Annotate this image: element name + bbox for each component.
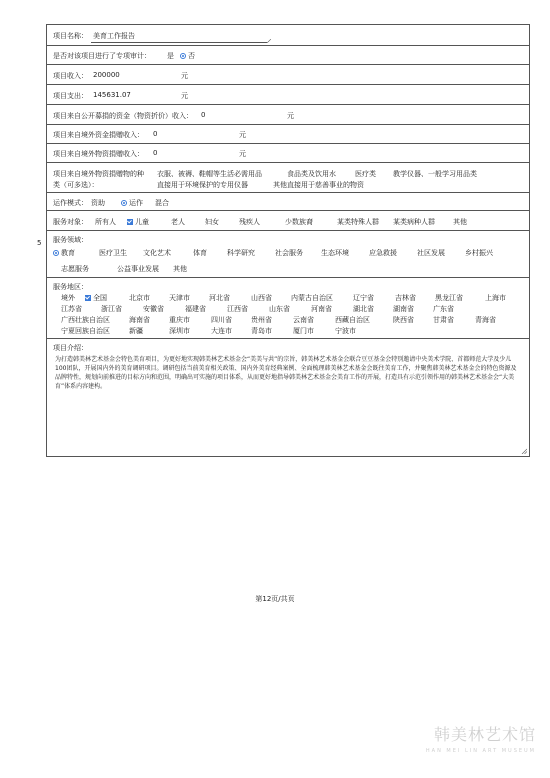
area-option[interactable]: 江西省	[227, 305, 248, 313]
public-funds-unit: 元	[287, 112, 294, 120]
row-public-funds	[47, 105, 529, 125]
area-option-text: 全国	[93, 294, 107, 302]
report-form	[46, 24, 530, 457]
service-target-option[interactable]: 残疾人	[239, 218, 260, 226]
overseas-goods-value[interactable]: 0	[153, 149, 158, 157]
goods-option[interactable]: 食品类及饮用水	[287, 170, 336, 178]
area-option[interactable]: 大连市	[211, 327, 232, 335]
service-field-option[interactable]: 文化艺术	[143, 249, 171, 257]
overseas-goods-label: 项目来自境外物资捐赠收入：	[53, 150, 144, 158]
area-option[interactable]: 陕西省	[393, 316, 414, 324]
service-field-option[interactable]: 体育	[193, 249, 207, 257]
project-name-underline	[91, 42, 267, 43]
operation-mode-option[interactable]: 资助	[91, 199, 105, 207]
checkbox-checked-icon	[127, 219, 133, 225]
area-option[interactable]: 广东省	[433, 305, 454, 313]
row-project-name	[47, 25, 529, 46]
goods-type-label-line2: 类（可多选）：	[53, 181, 99, 189]
area-option[interactable]: 广西壮族自治区	[61, 316, 110, 324]
area-option[interactable]: 河南省	[311, 305, 332, 313]
special-audit-label: 是否对该项目进行了专项审计：	[53, 52, 151, 60]
goods-type-label-line1: 项目来自境外物资捐赠物的种	[53, 170, 144, 178]
goods-option[interactable]: 直接用于环境保护的专用仪器	[157, 181, 248, 189]
row-income	[47, 65, 529, 85]
special-audit-yes-option[interactable]	[167, 51, 174, 61]
area-option[interactable]: 吉林省	[395, 294, 416, 302]
service-target-option[interactable]: 老人	[171, 218, 185, 226]
service-target-option[interactable]: 少数族裔	[285, 218, 313, 226]
radio-selected-icon	[53, 250, 59, 256]
area-option[interactable]: 湖南省	[393, 305, 414, 313]
service-target-option[interactable]: 某类特殊人群	[337, 218, 379, 226]
area-option[interactable]: 辽宁省	[353, 294, 374, 302]
service-area-label: 服务地区：	[53, 283, 88, 291]
area-option[interactable]: 黑龙江省	[435, 294, 463, 302]
area-option[interactable]: 浙江省	[101, 305, 122, 313]
checkbox-checked-icon	[85, 295, 91, 301]
service-field-option[interactable]: 志愿服务	[61, 265, 89, 273]
area-option[interactable]: 四川省	[211, 316, 232, 324]
service-target-option[interactable]: 其他	[453, 218, 467, 226]
operation-mode-label: 运作模式：	[53, 199, 88, 207]
side-number: 5	[37, 239, 42, 247]
area-option[interactable]: 北京市	[129, 294, 150, 302]
area-option[interactable]: 新疆	[129, 327, 143, 335]
row-expense	[47, 85, 529, 105]
overseas-goods-unit: 元	[239, 150, 246, 158]
goods-option[interactable]: 医疗类	[355, 170, 376, 178]
row-service-area	[47, 278, 529, 339]
income-unit: 元	[181, 72, 188, 80]
service-field-option[interactable]: 社会服务	[275, 249, 303, 257]
income-label: 项目收入：	[53, 72, 88, 80]
row-overseas-funds	[47, 125, 529, 144]
service-field-option[interactable]: 其他	[173, 265, 187, 273]
expense-value[interactable]: 145631.07	[93, 91, 131, 99]
goods-option[interactable]: 教学仪器、一般学习用品类	[393, 170, 477, 178]
area-option[interactable]: 江苏省	[61, 305, 82, 313]
area-option[interactable]: 厦门市	[293, 327, 314, 335]
income-value[interactable]: 200000	[93, 71, 120, 79]
service-field-option-text: 教育	[61, 249, 75, 257]
watermark-cn: 韩美林艺术馆	[433, 725, 536, 744]
watermark-en: HAN MEI LIN ART MUSEUM	[425, 748, 536, 754]
service-field-option[interactable]: 应急救援	[369, 249, 397, 257]
area-option[interactable]: 宁夏回族自治区	[61, 327, 110, 335]
service-target-option[interactable]: 所有人	[95, 218, 116, 226]
row-service-field	[47, 231, 529, 278]
area-option[interactable]: 山东省	[269, 305, 290, 313]
area-option[interactable]: 上海市	[485, 294, 506, 302]
special-audit-no-option[interactable]	[180, 51, 195, 61]
operation-mode-option-text: 运作	[129, 199, 143, 207]
area-option[interactable]: 天津市	[169, 294, 190, 302]
special-audit-no-text: 否	[188, 52, 195, 60]
row-overseas-goods	[47, 144, 529, 163]
intro-text[interactable]: 为打造韩美林艺术基金会特色美育项目，为更好地实现韩美林艺术基金会“美美与共”的宗旨，韩美林艺术基金会联合豆豆基金会特别邀请中央美术学院、首都师范大学及少儿100团队，开展国内外的美育调研项目。调研包括当前美育相关政策、国内外美育经典案例、全面梳理韩美林艺术基金会既往美育工作，并聚焦韩美林艺术基金会的特色资源及品牌特性，规划向前推进的目标方向和范围，明确出可实施的项目体系，从而更好地指导韩美林艺术基金会美育工作的开展，打造具有示范引领作用的韩美林艺术基金会“大美育”体系内容建构。	[55, 356, 517, 390]
area-option[interactable]: 青海省	[475, 316, 496, 324]
service-field-option[interactable]: 社区发展	[417, 249, 445, 257]
museum-watermark-logo	[386, 722, 536, 762]
service-field-option[interactable]: 公益事业发展	[117, 265, 159, 273]
service-field-option[interactable]: 医疗卫生	[99, 249, 127, 257]
radio-selected-icon	[121, 200, 127, 206]
area-option[interactable]: 山西省	[251, 294, 272, 302]
area-option[interactable]: 深圳市	[169, 327, 190, 335]
expense-unit: 元	[181, 92, 188, 100]
service-target-option-checked[interactable]	[127, 217, 149, 227]
service-field-option[interactable]: 生态环境	[321, 249, 349, 257]
resize-handle-icon	[267, 39, 271, 43]
row-goods-type	[47, 163, 529, 193]
overseas-funds-value[interactable]: 0	[153, 130, 158, 138]
area-option[interactable]: 西藏自治区	[335, 316, 370, 324]
area-option[interactable]: 内蒙古自治区	[291, 294, 333, 302]
area-option[interactable]: 福建省	[185, 305, 206, 313]
row-service-target	[47, 211, 529, 231]
expense-label: 项目支出：	[53, 92, 88, 100]
resize-handle-icon	[521, 448, 527, 454]
service-field-option[interactable]: 乡村振兴	[465, 249, 493, 257]
area-option[interactable]: 青岛市	[251, 327, 272, 335]
service-target-option[interactable]: 某类病种人群	[393, 218, 435, 226]
area-option[interactable]: 宁波市	[335, 327, 356, 335]
area-option[interactable]: 云南省	[293, 316, 314, 324]
area-option[interactable]: 安徽省	[143, 305, 164, 313]
project-name-label: 项目名称：	[53, 32, 88, 40]
project-name-value[interactable]: 美育工作报告	[93, 32, 135, 40]
service-field-option[interactable]: 科学研究	[227, 249, 255, 257]
service-target-option[interactable]: 妇女	[205, 218, 219, 226]
goods-option[interactable]: 其他直接用于慈善事业的物资	[273, 181, 364, 189]
special-audit-yes-text: 是	[167, 52, 174, 60]
area-option[interactable]: 湖北省	[353, 305, 374, 313]
row-special-audit	[47, 46, 529, 65]
area-option[interactable]: 重庆市	[169, 316, 190, 324]
goods-option[interactable]: 衣服、被褥、鞋帽等生活必需用品	[157, 170, 262, 178]
intro-label: 项目介绍：	[53, 344, 88, 352]
service-field-label: 服务领域：	[53, 236, 88, 244]
page-number: 第12页/共页	[255, 595, 295, 603]
service-target-option-text: 儿童	[135, 218, 149, 226]
row-operation-mode	[47, 193, 529, 211]
operation-mode-option-selected[interactable]	[121, 198, 143, 208]
service-target-label: 服务对象：	[53, 218, 88, 226]
operation-mode-option[interactable]: 混合	[155, 199, 169, 207]
area-option-checked[interactable]	[85, 293, 107, 303]
overseas-funds-unit: 元	[239, 131, 246, 139]
service-field-option-selected[interactable]	[53, 248, 75, 258]
radio-selected-icon	[180, 53, 186, 59]
row-intro	[47, 339, 529, 456]
public-funds-value[interactable]: 0	[201, 111, 206, 119]
area-option[interactable]: 河北省	[209, 294, 230, 302]
overseas-funds-label: 项目来自境外资金捐赠收入：	[53, 131, 144, 139]
area-option[interactable]: 贵州省	[251, 316, 272, 324]
area-option[interactable]: 海南省	[129, 316, 150, 324]
public-funds-label: 项目来自公开募捐的资金（物资折价）收入：	[53, 112, 193, 120]
area-option[interactable]: 甘肃省	[433, 316, 454, 324]
area-option[interactable]: 境外	[61, 294, 75, 302]
